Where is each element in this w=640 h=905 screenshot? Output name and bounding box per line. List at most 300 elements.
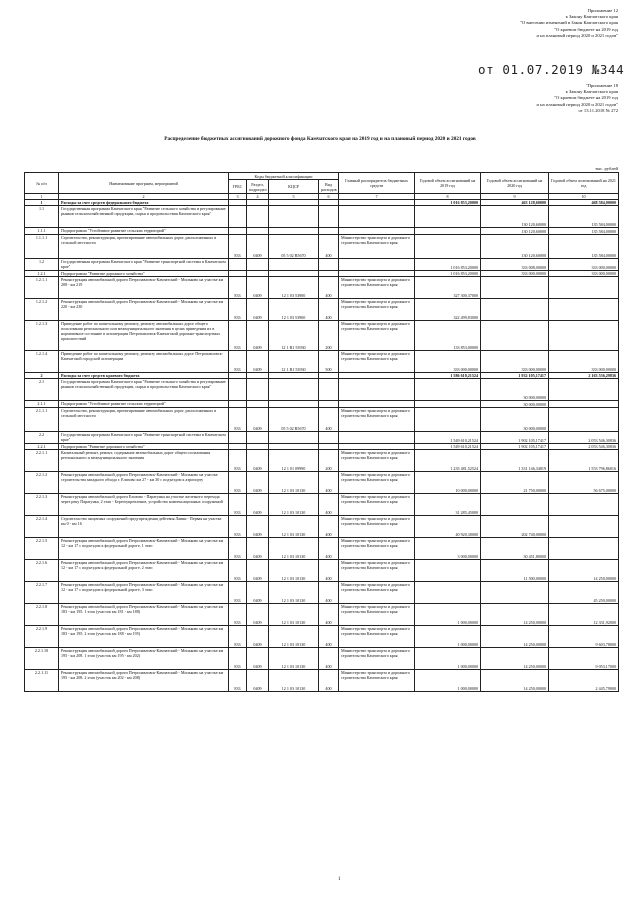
row-razdel [247,432,269,444]
row-name: Государственная программа Камчатского края "Развитие транспортной системы в Камчатском крае" [59,432,229,444]
header-top-line: Приложение 12 [587,8,618,13]
row-number: 1.2.1.2 [25,299,59,321]
header-top-line: и на плановый период 2020 и 2021 годов" [536,32,618,38]
row-2020: 202 740,00000 [481,516,549,538]
row-kcsr: 05 5 02 R5670 [269,235,319,259]
row-2019 [415,379,481,401]
row-kvr: 400 [319,604,339,626]
table-row [25,432,619,444]
row-2019: 333 000,00000 [415,351,481,373]
row-2020: 14 250,00000 [481,626,549,648]
row-name: Реконструкция автомобильной дороги Елизово - Паратунка на участке железного перехода через реку Паратунка, 2 этап - Берегоукрепление, устройство компенсационных сооружений [59,494,229,516]
col-header-kvr: Вид расходов [319,180,339,194]
row-razdel: 0409 [247,516,269,538]
table-row [25,259,619,271]
table-row [25,235,619,259]
row-2019: 1 000,00000 [415,670,481,692]
row-admin [339,432,415,444]
row-grbs: 833 [229,408,247,432]
row-razdel: 0409 [247,670,269,692]
col-header-2021: Годовой объем ассигнований на 2021 год [549,173,619,194]
table-row [25,560,619,582]
row-kcsr: 12 1 03 53900 [269,277,319,299]
row-2020: 11 500,00000 [481,560,549,582]
row-number: 2.2.1.5 [25,538,59,560]
row-2021: 2 053 546,30836 [549,444,619,450]
row-razdel [247,259,269,271]
row-2020: 30 000,00000 [481,408,549,432]
row-2021 [549,299,619,321]
row-name: Приведение работ по капитальному ремонту, ремонту автомобильных дорог Петропавловск-Камчатской городской агломерации [59,351,229,373]
row-kcsr [269,206,319,228]
row-2020: 14 250,00000 [481,648,549,670]
table-row [25,351,619,373]
row-kcsr: 12 1 03 10130 [269,626,319,648]
row-kvr: 400 [319,472,339,494]
row-grbs: 833 [229,648,247,670]
row-grbs [229,432,247,444]
row-number: 2.2.1.2 [25,472,59,494]
row-2020: 333 000,00000 [481,271,549,277]
row-kvr: 400 [319,516,339,538]
table-row [25,450,619,472]
table-row [25,379,619,401]
row-2020 [481,277,549,299]
row-razdel: 0409 [247,450,269,472]
row-razdel: 0409 [247,351,269,373]
row-grbs [229,259,247,271]
row-razdel: 0409 [247,408,269,432]
column-index-cell: 6 [319,194,339,200]
row-2019: 1 016 853,20000 [415,200,481,206]
row-name: Реконструкция автомобильной дороги Петропавловск-Камчатский - Мильково на участке км 183 - км 195. 2 этап (участок км 188 - км 195) [59,626,229,648]
row-kvr [319,259,339,271]
row-grbs: 833 [229,626,247,648]
row-admin: Министерство транспорта и дорожного строительства Камчатского края [339,582,415,604]
row-2021: 333 000,00000 [549,271,619,277]
row-name: Подпрограмма "Устойчивое развитие сельских территорий" [59,401,229,408]
table-row [25,228,619,235]
row-2021: 12 331,92000 [549,604,619,626]
table-row [25,626,619,648]
row-razdel: 0409 [247,648,269,670]
table-row [25,582,619,604]
header-bottom-line: "О краевом бюджете на 2019 год [554,95,618,101]
row-kvr: 500 [319,351,339,373]
row-kcsr: 12 1 03 53900 [269,299,319,321]
row-kcsr: 12 1 03 10130 [269,538,319,560]
table-row [25,206,619,228]
row-razdel: 0409 [247,321,269,351]
unit-label: тыс. рублей [595,166,618,171]
row-kvr: 400 [319,670,339,692]
row-2021 [549,321,619,351]
row-2021: 135 584,00000 [549,228,619,235]
row-number: 1.2.1 [25,271,59,277]
row-kcsr: 12 1 03 10130 [269,516,319,538]
row-2021: 1 553 796,86016 [549,450,619,472]
row-kcsr: 12 1 01 09990 [269,450,319,472]
row-2021: 135 584,00000 [549,235,619,259]
row-name: Реконструкция автомобильной дороги Петропавловск-Камчатский - Мильково на участке км 195 - км 208. 1 этап (участок км 195 - км 202) [59,648,229,670]
row-2019: 1 016 853,20000 [415,259,481,271]
row-2019 [415,206,481,228]
row-number: 1 [25,200,59,206]
column-index-cell: 10 [549,194,619,200]
row-name: Реконструкция автомобильной дороги Петропавловск-Камчатский - Мильково на участке км 183 - км 195. 1 этап (участок км 181 - км 188) [59,604,229,626]
row-number: 1.2.1.4 [25,351,59,373]
row-razdel: 0409 [247,604,269,626]
table-row [25,538,619,560]
row-number: 1.1.1 [25,228,59,235]
row-admin: Министерство транспорта и дорожного строительства Камчатского края [339,235,415,259]
row-kcsr: 12 1 R1 53930 [269,351,319,373]
row-kvr [319,432,339,444]
header-bottom-line: "Приложение 18 [585,83,618,88]
row-name: Реконструкция автомобильной дороги Петропавловск-Камчатский - Мильково на участке км 195 - км 208. 2 этап (участок км 202 - км 208) [59,670,229,692]
row-2019: 3 000,00000 [415,538,481,560]
row-kcsr [269,432,319,444]
row-2020 [481,582,549,604]
header-top-line: "О внесении изменений в Закон Камчатского края [520,20,618,26]
row-grbs: 833 [229,538,247,560]
row-razdel: 0409 [247,626,269,648]
row-2020: 1 331 146,34819 [481,450,549,472]
row-grbs: 833 [229,582,247,604]
row-name: Подпрограмма "Устойчивое развитие сельских территорий" [59,228,229,235]
row-name: Расходы за счет средств федерального бюджета [59,200,229,206]
row-admin [339,228,415,235]
row-number: 1.1 [25,206,59,228]
row-2021: 2 053 546,30836 [549,432,619,444]
row-kvr: 400 [319,408,339,432]
row-number: 2.2.1.8 [25,604,59,626]
row-admin: Министерство транспорта и дорожного строительства Камчатского края [339,408,415,432]
row-2020: 30 000,00000 [481,379,549,401]
row-name: Строительство, реконструкция, проектирование автомобильных дорог, расположенных в сельской местности [59,408,229,432]
row-admin: Министерство транспорта и дорожного строительства Камчатского края [339,604,415,626]
row-2019 [415,235,481,259]
col-header-2020: Годовой объем ассигнований на 2020 год [481,173,549,194]
row-2020 [481,494,549,516]
row-2019: 10 000,00000 [415,472,481,494]
row-razdel: 0409 [247,582,269,604]
row-grbs: 833 [229,351,247,373]
column-index-cell: 9 [481,194,549,200]
row-2019: 1 549 610,21524 [415,444,481,450]
row-grbs [229,206,247,228]
row-number: 2.1.1.1 [25,408,59,432]
row-grbs: 833 [229,299,247,321]
row-2020: 1 902 105,17417 [481,432,549,444]
row-name: Строительство защитных сооружений предупреждения действия Лавин - Первая на участке км 0 - км 16 [59,516,229,538]
row-number: 2.2.1.4 [25,516,59,538]
row-name: Государственная программа Камчатского края "Развитие транспортной системы в Камчатском крае" [59,259,229,271]
table-row [25,408,619,432]
row-2020: 333 000,00000 [481,351,549,373]
col-header-2019: Годовой объем ассигнований на 2019 год [415,173,481,194]
table-row [25,321,619,351]
header-top-line: "О краевом бюджете на 2019 год [554,26,618,32]
row-2019 [415,401,481,408]
row-razdel [247,206,269,228]
table-row [25,299,619,321]
header-bottom-line: и на плановый период 2020 и 2021 годов" [536,101,618,107]
table-row [25,494,619,516]
row-name: Реконструкция автомобильной дороги Петропавловск-Камчатский - Мильково на участке строительства западного обхода г. Елизово км 27 - км 30 с подъездом к аэропорту [59,472,229,494]
row-razdel [247,228,269,235]
row-number: 2.2.1 [25,444,59,450]
row-number: 1.2.1.1 [25,277,59,299]
row-number: 2 [25,373,59,379]
row-2021: 468 584,00000 [549,200,619,206]
row-admin: Министерство транспорта и дорожного строительства Камчатского края [339,472,415,494]
row-kcsr: 12 1 03 10130 [269,604,319,626]
table-row [25,472,619,494]
row-kvr: 400 [319,538,339,560]
row-kcsr [269,259,319,271]
row-name: Подпрограмма "Развитие дорожного хозяйства" [59,444,229,450]
row-2019: 1 000,00000 [415,604,481,626]
row-2021: 56 675,00000 [549,472,619,494]
row-razdel: 0409 [247,235,269,259]
row-2020: 14 250,00000 [481,604,549,626]
row-kvr: 400 [319,494,339,516]
row-2019 [415,228,481,235]
row-kcsr: 12 1 R1 53930 [269,321,319,351]
row-name: Расходы за счет средств краевого бюджета [59,373,229,379]
row-name: Реконструкция автомобильной дороги Петропавловск-Камчатский - Мильково на участке км 220 - км 230 [59,299,229,321]
row-admin [339,259,415,271]
row-razdel: 0409 [247,299,269,321]
row-2019: 327 300,37000 [415,277,481,299]
row-2021: 45 250,00000 [549,582,619,604]
row-kcsr [269,401,319,408]
row-kcsr: 05 5 02 R5670 [269,408,319,432]
table-row [25,604,619,626]
row-grbs: 833 [229,321,247,351]
row-kvr: 400 [319,299,339,321]
row-2021: 2 163 536,29836 [549,373,619,379]
row-number: 2.2.1.7 [25,582,59,604]
row-kvr: 200 [319,450,339,472]
row-name: Приведение работ по капитальному ремонту, ремонту автомобильных дорог общего пользования регионального или межмуниципального значения в целях приведения их в нормативное состояние в агломерации Петропавловск-Камчатский дорожно-транспортных происшествий [59,321,229,351]
row-admin: Министерство транспорта и дорожного строительства Камчатского края [339,450,415,472]
row-2019: 1 235 481,52524 [415,450,481,472]
row-2021 [549,538,619,560]
row-kvr: 400 [319,277,339,299]
row-2021 [549,277,619,299]
row-admin [339,379,415,401]
column-index-cell: 7 [339,194,415,200]
row-grbs: 833 [229,450,247,472]
row-kcsr [269,379,319,401]
row-grbs: 833 [229,494,247,516]
row-admin: Министерство транспорта и дорожного строительства Камчатского края [339,351,415,373]
row-grbs [229,228,247,235]
row-grbs: 833 [229,277,247,299]
row-number: 2.2.1.11 [25,670,59,692]
row-2019 [415,560,481,582]
row-2020: 463 128,60000 [481,200,549,206]
row-2019: 31 285,45000 [415,494,481,516]
row-2019: 322 499,83000 [415,299,481,321]
row-admin [339,401,415,408]
row-kvr: 400 [319,235,339,259]
table-row [25,648,619,670]
row-kcsr: 12 1 03 10130 [269,582,319,604]
column-index-cell: 3 [229,194,247,200]
row-kvr: 200 [319,321,339,351]
row-kcsr: 12 1 03 10130 [269,670,319,692]
row-2021: 2 445,79000 [549,670,619,692]
row-2019: 1 586 610,21524 [415,373,481,379]
row-razdel: 0409 [247,538,269,560]
row-2020: 333 008,00000 [481,259,549,271]
row-razdel [247,379,269,401]
row-2020: 130 120,60000 [481,228,549,235]
row-name: Строительство, реконструкция, проектирование автомобильных дорог, расположенных в сельской местности [59,235,229,259]
row-name: Государственная программа Камчатского края "Развитие сельского хозяйства и регулирование рынков сельскохозяйственной продукции, сырья и продовольствия Камчатского края" [59,379,229,401]
row-number: 1.1.1.1 [25,235,59,259]
header-top [448,8,618,39]
row-number: 2.2.1.9 [25,626,59,648]
table-row [25,277,619,299]
row-kcsr: 12 1 03 10130 [269,494,319,516]
row-admin: Министерство транспорта и дорожного строительства Камчатского края [339,299,415,321]
row-number: 1.2.1.3 [25,321,59,351]
column-index-cell: 5 [269,194,319,200]
row-2021: 333 000,00000 [549,259,619,271]
row-razdel: 0409 [247,560,269,582]
column-index-cell: 1 [25,194,59,200]
row-2021: 9 053,17000 [549,648,619,670]
header-bottom-line: к Закону Камчатского края [565,89,618,95]
table-row [25,670,619,692]
col-header-num: № п/п [25,173,59,194]
row-2021: 14 250,00000 [549,560,619,582]
col-header-name: Наименование программ, мероприятий [59,173,229,194]
row-name: Реконструкция автомобильной дороги Петропавловск-Камчатский - Мильково на участке км 208 - км 219 [59,277,229,299]
row-name: Государственная программа Камчатского края "Развитие сельского хозяйства и регулирование рынков сельскохозяйственной продукции, сырья и продовольствия Камчатского края" [59,206,229,228]
row-razdel [247,401,269,408]
row-kcsr: 12 1 03 10130 [269,472,319,494]
row-grbs: 833 [229,516,247,538]
row-2020: 30 000,00000 [481,401,549,408]
row-name: Реконструкция автомобильной дороги Петропавловск-Камчатский - Мильково на участке км 12 - км 17 с подъездом к федеральной дороге, 3 этап [59,582,229,604]
row-number: 1.2 [25,259,59,271]
header-top-line: к Закону Камчатского края [565,14,618,20]
row-2021 [549,494,619,516]
row-admin: Министерство транспорта и дорожного строительства Камчатского края [339,626,415,648]
page-number: 1 [338,877,341,882]
col-header-razdel: Раздел, подраздел [247,180,269,194]
row-grbs: 833 [229,560,247,582]
row-admin: Министерство транспорта и дорожного строительства Камчатского края [339,321,415,351]
table-row [25,401,619,408]
row-name: Реконструкция автомобильной дороги Петропавловск-Камчатский - Мильково на участке км 12 - км 17 с подъездом к федеральной дороге, 2 этап [59,560,229,582]
row-2021 [549,379,619,401]
row-2020: 130 120,60000 [481,206,549,228]
header-bottom-line: от 13.11.2018 № 272 [578,107,618,113]
row-2020: 1 902 105,17417 [481,444,549,450]
row-kvr: 400 [319,560,339,582]
row-number: 2.1.1 [25,401,59,408]
row-2020: 21 750,00000 [481,472,549,494]
row-admin: Министерство транспорта и дорожного строительства Камчатского края [339,670,415,692]
row-kvr [319,206,339,228]
row-2021 [549,408,619,432]
row-kcsr [269,228,319,235]
row-2021 [549,516,619,538]
column-index-cell: 8 [415,194,481,200]
row-admin [339,206,415,228]
row-grbs: 833 [229,472,247,494]
row-grbs: 833 [229,670,247,692]
row-admin: Министерство транспорта и дорожного строительства Камчатского края [339,560,415,582]
row-razdel: 0409 [247,277,269,299]
row-number: 2.2.1.3 [25,494,59,516]
row-2019: 133 853,00000 [415,321,481,351]
row-admin: Министерство транспорта и дорожного строительства Камчатского края [339,538,415,560]
col-header-admin: Главный распорядитель бюджетных средств [339,173,415,194]
column-index-cell: 4 [247,194,269,200]
row-admin: Министерство транспорта и дорожного строительства Камчатского края [339,277,415,299]
header-bottom [448,83,618,114]
row-2019: 1 000,00000 [415,626,481,648]
row-razdel: 0409 [247,494,269,516]
date-stamp: от 01.07.2019 №344 [478,62,625,77]
allocation-table [24,172,619,692]
row-2019 [415,408,481,432]
row-number: 2.1 [25,379,59,401]
row-2019 [415,582,481,604]
column-index-cell: 2 [59,194,229,200]
col-header-grbs: ГРБС [229,180,247,194]
row-2020: 30 451,80000 [481,538,549,560]
row-kcsr: 12 1 03 10130 [269,560,319,582]
row-number: 2.2.1.6 [25,560,59,582]
row-kvr: 400 [319,626,339,648]
col-header-codes: Коды бюджетной классификации [229,173,339,180]
row-2020 [481,321,549,351]
row-2019: 1 549 610,21524 [415,432,481,444]
row-kvr [319,401,339,408]
row-name: Реконструкция автомобильной дороги Петропавловск-Камчатский - Мильково на участке км 12 - км 17 с подъездом к федеральной дороге, 1 этап [59,538,229,560]
row-kvr: 400 [319,582,339,604]
row-admin: Министерство транспорта и дорожного строительства Камчатского края [339,494,415,516]
row-2020: 14 250,00000 [481,670,549,692]
row-grbs [229,379,247,401]
row-2020: 130 120,60000 [481,235,549,259]
row-number: 2.2.1.10 [25,648,59,670]
row-kvr [319,228,339,235]
row-kcsr: 12 1 03 10130 [269,648,319,670]
row-2020 [481,299,549,321]
row-2020: 1 932 105,17417 [481,373,549,379]
row-razdel: 0409 [247,472,269,494]
row-number: 2.2 [25,432,59,444]
row-2021: 9 603,78000 [549,626,619,648]
row-grbs [229,401,247,408]
document-title: Распределение бюджетных ассигнований дорожного фонда Камчатского края на 2019 год и на плановый период 2020 и 2021 годов [164,136,476,142]
row-admin: Министерство транспорта и дорожного строительства Камчатского края [339,648,415,670]
row-kvr [319,379,339,401]
row-2019: 1 000,00000 [415,648,481,670]
row-kvr: 400 [319,648,339,670]
table-row [25,516,619,538]
row-grbs: 833 [229,235,247,259]
